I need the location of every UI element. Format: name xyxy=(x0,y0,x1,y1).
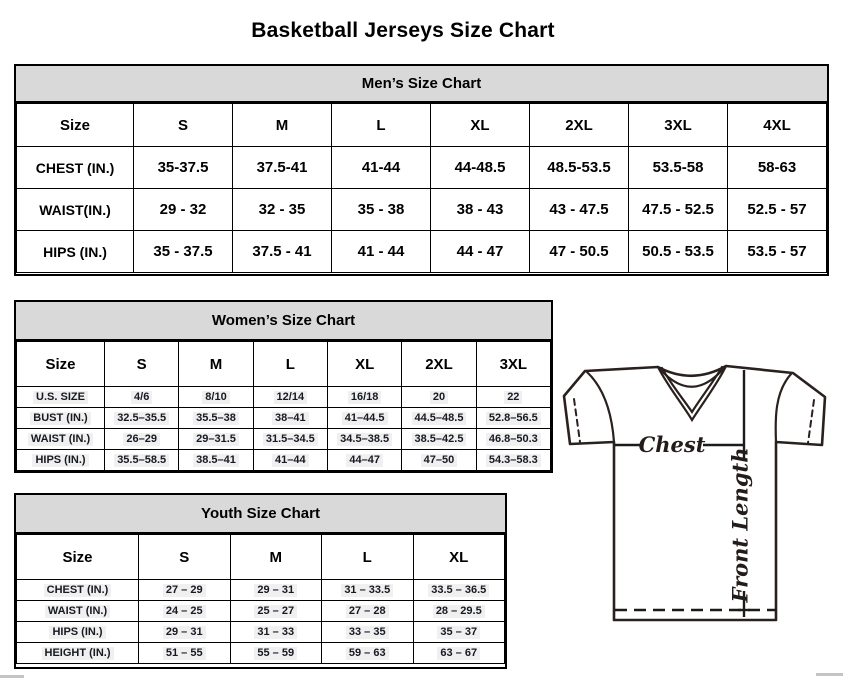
size-value: 51 – 55 xyxy=(163,647,206,660)
row-label xyxy=(17,580,139,601)
size-value-cell xyxy=(476,408,550,429)
size-value: 44–47 xyxy=(346,454,383,467)
size-value: 33 – 35 xyxy=(346,626,389,639)
page-title: Basketball Jerseys Size Chart xyxy=(251,19,555,43)
row-label xyxy=(17,643,139,664)
table-row xyxy=(17,189,827,231)
size-value-cell xyxy=(179,450,253,471)
table-row xyxy=(17,429,551,450)
youth-size-table xyxy=(16,534,505,664)
table-row xyxy=(17,387,551,408)
size-value: 28 – 29.5 xyxy=(433,605,485,618)
size-value: 41 - 44 xyxy=(357,243,405,260)
size-value-cell xyxy=(431,147,530,189)
size-value: 31 – 33.5 xyxy=(341,584,393,597)
size-value-cell xyxy=(105,429,179,450)
size-value: 44.5–48.5 xyxy=(412,412,467,425)
column-header: 3XL xyxy=(629,104,728,147)
size-value-cell xyxy=(530,189,629,231)
size-value: 47 - 50.5 xyxy=(549,243,609,260)
row-label-text: WAIST (IN.) xyxy=(28,433,93,446)
size-value-cell xyxy=(327,387,401,408)
size-value-cell xyxy=(413,643,505,664)
table-row xyxy=(17,408,551,429)
size-value: 27 – 29 xyxy=(163,584,206,597)
size-value: 59 – 63 xyxy=(346,647,389,660)
row-label xyxy=(17,147,134,189)
row-label xyxy=(17,408,105,429)
size-value: 27 – 28 xyxy=(346,605,389,618)
size-value-cell xyxy=(253,429,327,450)
column-header: L xyxy=(332,104,431,147)
size-value-cell xyxy=(327,429,401,450)
size-value-cell xyxy=(413,580,505,601)
size-value: 8/10 xyxy=(202,391,229,404)
size-value-cell xyxy=(105,408,179,429)
size-value-cell xyxy=(728,147,827,189)
table-row xyxy=(17,147,827,189)
row-label xyxy=(17,450,105,471)
size-value: 22 xyxy=(504,391,522,404)
chest-label: Chest xyxy=(638,432,706,457)
row-label xyxy=(17,387,105,408)
row-label xyxy=(17,622,139,643)
size-value-cell xyxy=(476,387,550,408)
jersey-illustration xyxy=(556,358,838,628)
row-label-text: HEIGHT (IN.) xyxy=(42,647,114,660)
size-value: 47.5 - 52.5 xyxy=(642,201,714,218)
size-value-cell xyxy=(134,147,233,189)
column-header: XL xyxy=(327,342,401,387)
column-header: M xyxy=(233,104,332,147)
size-value: 38.5–41 xyxy=(193,454,239,467)
size-value-cell xyxy=(728,189,827,231)
row-label-text: BUST (IN.) xyxy=(30,412,90,425)
front-length-label: Front Length xyxy=(727,447,753,603)
size-value-cell xyxy=(431,231,530,273)
womens-size-table xyxy=(16,341,551,471)
size-value: 37.5 - 41 xyxy=(252,243,312,260)
size-value: 35.5–58.5 xyxy=(114,454,169,467)
size-value: 53.5-58 xyxy=(652,159,704,176)
size-value-cell xyxy=(253,450,327,471)
column-header: Size xyxy=(17,342,105,387)
size-value: 24 – 25 xyxy=(163,605,206,618)
size-value-cell xyxy=(322,643,414,664)
size-value-cell xyxy=(476,450,550,471)
womens-chart-title: Women’s Size Chart xyxy=(16,302,551,341)
size-value-cell xyxy=(139,580,231,601)
column-header: 2XL xyxy=(402,342,476,387)
size-value: 25 – 27 xyxy=(254,605,297,618)
size-value: 48.5-53.5 xyxy=(547,159,611,176)
size-value-cell xyxy=(233,231,332,273)
size-value-cell xyxy=(332,189,431,231)
size-value-cell xyxy=(413,622,505,643)
jersey-outline xyxy=(564,366,825,620)
size-value-cell xyxy=(327,408,401,429)
size-value: 35.5–38 xyxy=(193,412,239,425)
row-label-text: U.S. SIZE xyxy=(33,391,88,404)
size-value: 29 – 31 xyxy=(163,626,206,639)
size-value-cell xyxy=(179,387,253,408)
size-value-cell xyxy=(530,147,629,189)
size-value: 55 – 59 xyxy=(254,647,297,660)
size-value: 43 - 47.5 xyxy=(549,201,609,218)
jersey-measurement-diagram xyxy=(556,358,838,628)
row-label-text: HIPS (IN.) xyxy=(43,243,107,260)
size-value: 50.5 - 53.5 xyxy=(642,243,714,260)
size-value: 29–31.5 xyxy=(193,433,239,446)
size-value-cell xyxy=(179,429,253,450)
size-value: 63 – 67 xyxy=(437,647,480,660)
womens-size-chart-section xyxy=(14,300,553,473)
size-value: 52.5 - 57 xyxy=(747,201,807,218)
size-value-cell xyxy=(413,601,505,622)
scrollbar-fragment-right[interactable] xyxy=(816,673,843,676)
mens-size-table xyxy=(16,103,827,273)
size-value-cell xyxy=(230,622,322,643)
size-value-cell xyxy=(530,231,629,273)
size-value-cell xyxy=(139,601,231,622)
size-value: 41-44 xyxy=(361,159,401,176)
column-header: S xyxy=(105,342,179,387)
size-value: 52.8–56.5 xyxy=(486,412,541,425)
size-value: 54.3–58.3 xyxy=(486,454,541,467)
column-header: XL xyxy=(413,535,505,580)
size-value: 41–44 xyxy=(272,454,309,467)
size-value: 35 - 37.5 xyxy=(153,243,213,260)
size-value: 53.5 - 57 xyxy=(747,243,807,260)
column-header: 3XL xyxy=(476,342,550,387)
row-label-text: HIPS (IN.) xyxy=(49,626,105,639)
size-value: 35 – 37 xyxy=(437,626,480,639)
column-header: L xyxy=(253,342,327,387)
size-value-cell xyxy=(230,601,322,622)
mens-chart-title: Men’s Size Chart xyxy=(16,66,827,103)
size-value: 16/18 xyxy=(348,391,382,404)
size-value: 29 – 31 xyxy=(254,584,297,597)
size-value: 38–41 xyxy=(272,412,309,425)
row-label xyxy=(17,601,139,622)
size-value: 35-37.5 xyxy=(157,159,209,176)
size-value-cell xyxy=(233,189,332,231)
column-header: Size xyxy=(17,535,139,580)
size-value: 4/6 xyxy=(131,391,152,404)
size-value: 58-63 xyxy=(757,159,797,176)
size-value-cell xyxy=(105,450,179,471)
table-row xyxy=(17,601,505,622)
size-value-cell xyxy=(322,622,414,643)
table-row xyxy=(17,231,827,273)
size-value: 33.5 – 36.5 xyxy=(428,584,489,597)
size-value-cell xyxy=(253,408,327,429)
size-value: 38 - 43 xyxy=(456,201,504,218)
size-value-cell xyxy=(431,189,530,231)
row-label-text: WAIST(IN.) xyxy=(39,201,111,218)
size-value-cell xyxy=(322,580,414,601)
size-value: 41–44.5 xyxy=(342,412,388,425)
youth-size-chart-section xyxy=(14,493,507,669)
size-value: 46.8–50.3 xyxy=(486,433,541,446)
size-value-cell xyxy=(322,601,414,622)
size-value: 37.5-41 xyxy=(256,159,308,176)
size-value: 26–29 xyxy=(123,433,160,446)
size-value-cell xyxy=(629,189,728,231)
column-header: L xyxy=(322,535,414,580)
size-value-cell xyxy=(139,622,231,643)
column-header: 4XL xyxy=(728,104,827,147)
column-header: S xyxy=(139,535,231,580)
size-value-cell xyxy=(476,429,550,450)
column-header: 2XL xyxy=(530,104,629,147)
size-value-cell xyxy=(134,189,233,231)
size-value-cell xyxy=(233,147,332,189)
size-value: 44 - 47 xyxy=(456,243,504,260)
youth-chart-title: Youth Size Chart xyxy=(16,495,505,534)
size-value: 32.5–35.5 xyxy=(114,412,169,425)
column-header: XL xyxy=(431,104,530,147)
column-header: M xyxy=(230,535,322,580)
size-value: 31.5–34.5 xyxy=(263,433,318,446)
row-label xyxy=(17,231,134,273)
size-value-cell xyxy=(105,387,179,408)
size-value: 47–50 xyxy=(421,454,458,467)
table-row xyxy=(17,643,505,664)
size-value-cell xyxy=(230,643,322,664)
table-row xyxy=(17,622,505,643)
size-value: 38.5–42.5 xyxy=(412,433,467,446)
scrollbar-fragment-left[interactable] xyxy=(0,675,24,678)
size-value-cell xyxy=(332,147,431,189)
size-value: 12/14 xyxy=(274,391,308,404)
size-value: 20 xyxy=(430,391,448,404)
row-label-text: HIPS (IN.) xyxy=(32,454,88,467)
size-value: 29 - 32 xyxy=(159,201,207,218)
size-value-cell xyxy=(629,147,728,189)
column-header: M xyxy=(179,342,253,387)
size-value-cell xyxy=(139,643,231,664)
size-value-cell xyxy=(402,450,476,471)
row-label-text: CHEST (IN.) xyxy=(44,584,112,597)
size-value-cell xyxy=(332,231,431,273)
size-value: 35 - 38 xyxy=(357,201,405,218)
size-value-cell xyxy=(230,580,322,601)
size-value-cell xyxy=(179,408,253,429)
row-label xyxy=(17,189,134,231)
size-value: 31 – 33 xyxy=(254,626,297,639)
row-label-text: WAIST (IN.) xyxy=(45,605,110,618)
size-value: 32 - 35 xyxy=(258,201,306,218)
size-value-cell xyxy=(629,231,728,273)
row-label-text: CHEST (IN.) xyxy=(35,159,115,176)
size-value-cell xyxy=(402,387,476,408)
size-value: 34.5–38.5 xyxy=(337,433,392,446)
size-value-cell xyxy=(327,450,401,471)
mens-size-chart-section xyxy=(14,64,829,276)
size-value-cell xyxy=(253,387,327,408)
size-value-cell xyxy=(134,231,233,273)
table-row xyxy=(17,580,505,601)
size-value-cell xyxy=(402,408,476,429)
size-value-cell xyxy=(402,429,476,450)
column-header: S xyxy=(134,104,233,147)
column-header: Size xyxy=(17,104,134,147)
size-value: 44-48.5 xyxy=(454,159,506,176)
row-label xyxy=(17,429,105,450)
size-value-cell xyxy=(728,231,827,273)
table-row xyxy=(17,450,551,471)
